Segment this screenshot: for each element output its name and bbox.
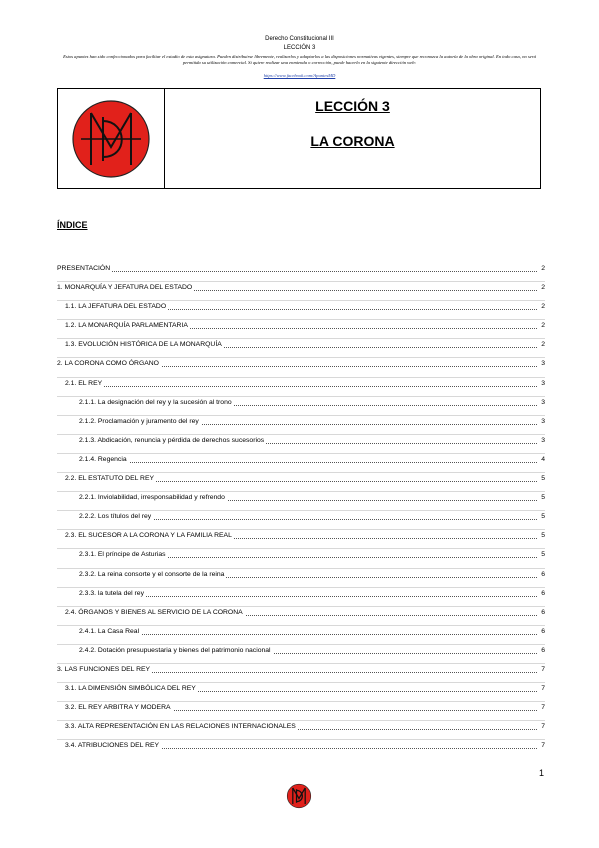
toc-entry[interactable] [57, 683, 545, 702]
header-notice: Estos apuntes han sido confeccionados para facilitar el estudio de esta asignatura. Pueden distribuirse libremente, realizarlos y adaptarlos a las disposiciones normativas vigentes, siempre que reconozca la autoría de la obra original. En todo caso, no será permitida su utilización comercial. Si quiere realizar una enmienda o corrección, puede hacerlo en la siguiente dirección web: [63, 54, 536, 66]
toc-entry[interactable] [57, 358, 545, 377]
toc-entry-label: 1. MONARQUÍA Y JEFATURA DEL ESTADO [57, 284, 193, 292]
toc-entry-label: 2.1.2. Proclamación y juramento del rey [79, 417, 199, 425]
toc-entry-label: 2. LA CORONA COMO ÓRGANO [57, 360, 159, 368]
toc-entry-label: 1.2. LA MONARQUÍA PARLAMENTARIA [65, 322, 188, 330]
toc-entry[interactable] [57, 588, 545, 607]
toc-entry[interactable] [57, 549, 545, 568]
toc-entry-label: 2.3.1. El príncipe de Asturias [79, 551, 166, 559]
toc-entry[interactable] [57, 702, 545, 721]
toc-entry-leader [57, 271, 537, 272]
toc-entry-page: 5 [541, 475, 545, 483]
toc-entry-page: 3 [541, 398, 545, 406]
toc-entry-label: 3.2. EL REY ARBITRA Y MODERA [65, 704, 171, 712]
table-of-contents [57, 263, 545, 758]
toc-title: ÍNDICE [57, 220, 88, 230]
toc-entry-page: 3 [541, 379, 545, 387]
toc-entry-page: 3 [541, 360, 545, 368]
toc-entry[interactable] [57, 301, 545, 320]
toc-entry-label: 2.1.3. Abdicación, renuncia y pérdida de derechos sucesorios [79, 436, 265, 444]
toc-entry-page: 7 [541, 685, 545, 693]
toc-entry-label: 3.4. ATRIBUCIONES DEL REY [65, 742, 160, 750]
toc-entry-leader [79, 596, 537, 597]
toc-entry-page: 6 [541, 646, 545, 654]
toc-entry-page: 7 [541, 665, 545, 673]
toc-entry-label: 2.3. EL SUCESOR A LA CORONA Y LA FAMILIA REAL [65, 532, 232, 540]
toc-entry-label: 2.2.2. Los títulos del rey [79, 513, 152, 521]
toc-entry-page: 5 [541, 513, 545, 521]
toc-entry-page: 5 [541, 551, 545, 559]
toc-entry[interactable] [57, 740, 545, 758]
toc-entry-label: 2.4.1. La Casa Real [79, 627, 140, 635]
toc-entry-page: 6 [541, 570, 545, 578]
header-lesson-code: LECCIÓN 3 [283, 45, 316, 51]
toc-entry-page: 6 [541, 608, 545, 616]
toc-entry-label: 2.2.1. Inviolabilidad, irresponsabilidad y refrendo [79, 494, 225, 502]
lesson-subject: LA CORONA [310, 133, 395, 149]
toc-entry-page: 2 [541, 341, 545, 349]
toc-entry[interactable] [57, 282, 545, 301]
toc-entry[interactable] [57, 492, 545, 511]
toc-entry[interactable] [57, 607, 545, 626]
toc-entry-page: 7 [541, 723, 545, 731]
page-number: 1 [539, 768, 545, 778]
logo-cell [58, 89, 165, 188]
toc-entry[interactable] [57, 645, 545, 664]
toc-entry[interactable] [57, 473, 545, 492]
toc-entry-page: 2 [541, 322, 545, 330]
header-link[interactable]: https://www.facebook.com/ApuntesMD [263, 73, 336, 78]
toc-entry-label: 2.2. EL ESTATUTO DEL REY [65, 475, 155, 483]
toc-entry-page: 4 [541, 455, 545, 463]
toc-entry-page: 5 [541, 532, 545, 540]
toc-entry-leader [79, 634, 537, 635]
toc-entry-label: 2.3.2. La reina consorte y el consorte de la reina [79, 570, 225, 578]
title-box [57, 88, 541, 189]
toc-entry-label: PRESENTACIÓN [57, 265, 111, 272]
toc-entry-label: 3.3. ALTA REPRESENTACIÓN EN LAS RELACIONES INTERNACIONALES [65, 723, 296, 731]
toc-entry-label: 2.4.2. Dotación presupuestaria y bienes del patrimonio nacional [79, 646, 271, 654]
toc-entry-page: 6 [541, 589, 545, 597]
toc-entry[interactable] [57, 569, 545, 588]
toc-entry[interactable] [57, 435, 545, 454]
toc-entry-label: 1.3. EVOLUCIÓN HISTÓRICA DE LA MONARQUÍA [65, 341, 222, 349]
toc-entry[interactable] [57, 530, 545, 549]
toc-entry-page: 2 [541, 284, 545, 292]
toc-entry[interactable] [57, 511, 545, 530]
toc-entry[interactable] [57, 664, 545, 683]
toc-entry-page: 7 [541, 704, 545, 712]
toc-entry-page: 6 [541, 627, 545, 635]
toc-entry[interactable] [57, 339, 545, 358]
toc-entry-label: 3. LAS FUNCIONES DEL REY [57, 665, 151, 673]
lesson-title: LECCIÓN 3 [315, 98, 390, 114]
toc-entry-page: 3 [541, 417, 545, 425]
toc-entry-label: 2.1.1. La designación del rey y la sucesión al trono [79, 398, 232, 406]
toc-entry[interactable] [57, 397, 545, 416]
toc-entry[interactable] [57, 454, 545, 473]
toc-entry-page: 2 [541, 303, 545, 311]
toc-entry[interactable] [57, 416, 545, 435]
toc-entry-leader [79, 462, 537, 463]
toc-entry-page: 5 [541, 494, 545, 502]
toc-entry-label: 2.1.4. Regencia [79, 455, 127, 463]
toc-entry[interactable] [57, 626, 545, 645]
toc-entry[interactable] [57, 721, 545, 740]
toc-entry-label: 2.4. ÓRGANOS Y BIENES AL SERVICIO DE LA CORONA [65, 608, 243, 616]
toc-entry-page: 2 [541, 265, 545, 272]
toc-entry-label: 2.1. EL REY [65, 379, 103, 387]
toc-entry-page: 3 [541, 436, 545, 444]
toc-entry-label: 1.1. LA JEFATURA DEL ESTADO [65, 303, 167, 311]
footer-logo-icon [286, 783, 312, 809]
toc-entry-leader [65, 386, 537, 387]
toc-entry[interactable] [57, 320, 545, 339]
toc-entry-label: 3.1. LA DIMENSIÓN SIMBÓLICA DEL REY [65, 685, 196, 693]
header-course: Derecho Constitucional III [265, 36, 334, 42]
toc-entry[interactable] [57, 263, 545, 282]
toc-entry-page: 7 [541, 742, 545, 750]
md-logo-icon [69, 99, 153, 179]
toc-entry-label: 2.3.3. la tutela del rey [79, 589, 144, 597]
toc-entry[interactable] [57, 378, 545, 397]
